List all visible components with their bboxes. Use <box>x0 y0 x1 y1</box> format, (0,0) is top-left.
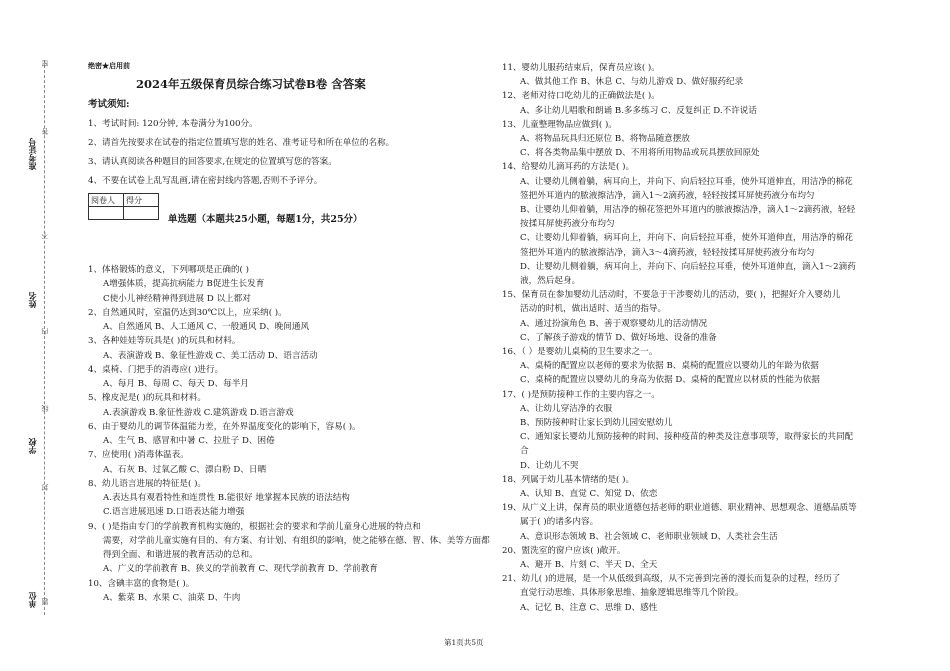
question-text: 10、含碘丰富的食物是( )。 <box>88 578 195 589</box>
question-line: C、让婴幼儿仰着躺，病耳向上，并向下、向后轻拉耳垂，使外耳道伸直，用洁净的棉花 <box>520 233 854 244</box>
seal-line <box>44 60 45 615</box>
seal-mark: 线 <box>41 405 49 412</box>
question-line: 合 <box>520 446 529 457</box>
unit-label: 单位 <box>27 592 37 608</box>
question-line: C、了解孩子游戏的情节 D、做好场地、设备的准备 <box>520 332 717 343</box>
seal-mark: 答 <box>41 128 49 135</box>
seal-mark: 不 <box>41 232 49 239</box>
question-line: A增强体质，提高抗病能力 B促进生长发育 <box>103 279 265 290</box>
question-text: 1、体格锻炼的意义，下列哪项是正确的( ) <box>88 265 249 275</box>
question-line: C、通知家长婴幼儿预防接种的时间、接种疫苗的种类及注意事项等，取得家长的共同配 <box>520 432 854 443</box>
question-line: A、石灰 B、过氧乙酸 C、漂白粉 D、日晒 <box>103 464 267 475</box>
question-text: 16、（ ）是婴幼儿桌椅的卫生要求之一。 <box>502 347 658 357</box>
question-line: A、记忆 B、注意 C、思维 D、感性 <box>520 602 658 613</box>
question-text: 7、应使用( )消毒体温表。 <box>88 450 189 461</box>
question-line: 签把外耳道内的脓液擦洁净，滴入1～2滴药液，轻轻按揉耳屏使药液分布均匀 <box>520 190 815 201</box>
question-text: 3、各种娃娃等玩具是( )的玩具和材料。 <box>88 336 241 347</box>
question-line: 直觉行动思维、具体形象思维、抽象逻辑思维等几个阶段。 <box>520 588 744 599</box>
question-line: 签把外耳道内的脓液擦洁净，滴入3～4滴药液，轻轻按揉耳屏使药液分布均匀 <box>520 247 815 258</box>
question-text: 13、儿童整理物品应做到( )。 <box>502 119 617 130</box>
question-line: 按揉耳屏使药液分布均匀 <box>520 219 615 230</box>
question-line: A、将物品玩具归还原位 B、将物品随意摆放 <box>520 134 690 144</box>
question-text: 9、( )是指由专门的学前教育机构实施的，根据社会的要求和学前儿童身心进展的特点和 <box>88 521 421 532</box>
question-line: A、让幼儿穿洁净的衣服 <box>520 403 613 414</box>
question-line: A、表演游戏 B、象征性游戏 C、美工活动 D、语言活动 <box>103 350 318 361</box>
question-text: 14、给婴幼儿滴耳药的方法是( )。 <box>502 162 635 173</box>
question-line: A、避开 B、片刻 C、半天 D、全天 <box>520 560 658 570</box>
exam-no-label: 准考证号 <box>27 138 37 170</box>
question-line: 需要，对学前儿童实施有目的、有方案、有计划、有组织的影响，使之能够在德、智、体、美等方面都 <box>103 535 490 546</box>
page-title: 2024年五级保育员综合练习试卷B卷 含答案 <box>136 77 366 91</box>
question-line: A、桌椅的配置应以老师的要求为依据 B、桌椅的配置应以婴幼儿的年龄为依据 <box>520 361 819 372</box>
note-item: 1、考试时间: 120分钟, 本卷满分为100分。 <box>88 119 258 129</box>
note-item: 3、请认真阅读各种题目的回答要求,在规定的位置填写您的答案。 <box>88 157 337 167</box>
question-text: 8、幼儿语言进展的特征是( )。 <box>88 478 207 489</box>
notes-heading: 考试须知: <box>88 99 130 110</box>
question-line: A、通过扮演角色 B、善于观察婴幼儿的活动情况 <box>520 318 708 329</box>
question-line: A.表演游戏 B.象征性游戏 C.建筑游戏 D.语言游戏 <box>103 407 294 418</box>
question-line: A、广义的学前教育 B、狭义的学前教育 C、现代学前教育 D、学前教育 <box>103 564 378 575</box>
name-label: 姓名 <box>27 292 37 308</box>
question-line: A、让婴幼儿侧着躺，病耳向上，并向下、向后轻拉耳垂，使外耳道伸直，用洁净的棉花 <box>520 176 853 187</box>
question-line: B、预防接种时让家长到幼儿园安慰幼儿 <box>520 418 673 428</box>
question-line: 液，然后起身。 <box>520 276 581 286</box>
question-text: 17、( )是预防接种工作的主要内容之一。 <box>502 389 660 400</box>
question-text: 19、从广义上讲，保育员的职业道德包括老师的职业道德、职业精神、思想观念、道德品质等 <box>502 503 857 514</box>
question-text: 2、自然通风时，室温仍达到30℃以上，应采纳( )。 <box>88 307 287 318</box>
reviewer-cell: 阅卷人 <box>89 194 124 207</box>
question-line: A、意识形态领域 B、社会领域 C、老师职业领域 D、人类社会生活 <box>520 531 778 542</box>
note-item: 2、请首先按要求在试卷的指定位置填写您的姓名、准考证号和所在单位的名称。 <box>88 138 395 148</box>
seal-mark: 封 <box>41 484 49 491</box>
question-line: C.语言进展迅速 D.口语表达能力增强 <box>103 507 245 518</box>
question-line: C、将各类物品集中摆放 D、不用将所用物品或玩具摆放回原处 <box>520 148 760 159</box>
question-text: 6、由于婴幼儿的调节体温能力差，在外界温度变化的影响下，容易( )。 <box>88 421 361 432</box>
question-line: A、每月 B、每周 C、每天 D、每半月 <box>103 379 249 389</box>
question-text: 11、婴幼儿服药结束后，保育员应该( )。 <box>502 63 660 73</box>
question-line: A.表达具有观看特性和连贯性 B.能很好 地掌握本民族的语法结构 <box>103 493 350 503</box>
note-item: 4、不要在试卷上乱写乱画,请在密封线内答题,否则不予评分。 <box>88 176 323 186</box>
question-line: C、桌椅的配置应以婴幼儿的身高为依据 D、桌椅的配置应以材质的性能为依据 <box>520 375 820 386</box>
reviewer-input-cell[interactable] <box>89 207 124 220</box>
question-text: 18、列属于幼儿基本情绪的是( )。 <box>502 474 635 485</box>
question-line: C使小儿神经精神得到进展 D 以上都对 <box>103 293 251 304</box>
school-label: 学校 <box>27 438 37 454</box>
question-line: A、自然通风 B、人工通风 C、一般通风 D、晚间通风 <box>103 322 310 332</box>
question-text: 20、盥洗室的窗户应该( )敞开。 <box>502 545 626 556</box>
question-line: B、让婴幼儿仰着躺，用洁净的棉花签把外耳道内的脓液擦洁净，滴入1～2滴药液，轻轻 <box>520 205 856 215</box>
question-line: A、多让幼儿唱歌和朗诵 B.多多练习 C、反复纠正 D.不许说话 <box>520 105 757 116</box>
seal-mark: 题 <box>41 598 49 605</box>
question-line: 得到全面、和谐进展的教育活动的总和。 <box>103 550 258 560</box>
question-line: D、让幼儿不哭 <box>520 460 579 471</box>
question-text: 12、老师对待口吃幼儿的正确做法是( )。 <box>502 91 660 102</box>
question-line: D、让婴幼儿侧着躺，病耳向上，并向下、向后轻拉耳垂，使外耳道伸直，滴入1～2滴药 <box>520 261 856 272</box>
question-line: A、做其他工作 B、休息 C、与幼儿游戏 D、做好服药纪录 <box>520 77 744 88</box>
secret-mark: 绝密★启用前 <box>88 61 130 70</box>
question-text: 15、保育员在参加婴幼儿活动时，不要急于干涉婴幼儿的活动，要( )，把握好介入婴幼儿 <box>502 290 841 301</box>
question-text: 5、橡皮泥是( )的玩具和材料。 <box>88 393 207 404</box>
question-line: A、认知 B、直觉 C、知觉 D、依恋 <box>520 489 658 499</box>
question-text: 21、幼儿( )的进展，是一个从低级到高级，从不完善到完善的漫长而复杂的过程，经历了 <box>502 574 841 585</box>
question-line: A、紫菜 B、水果 C、油菜 D、牛肉 <box>103 592 241 603</box>
seal-mark: 内 <box>41 328 49 335</box>
page-number: 第1页共5页 <box>444 638 484 647</box>
section-title: 单选题（本题共25小题，每题1分，共25分） <box>168 214 363 225</box>
score-cell: 得分 <box>124 194 159 207</box>
score-input-cell[interactable] <box>124 207 159 220</box>
question-line: A、生气 B、感冒和中暑 C、拉肚子 D、困倦 <box>103 436 275 446</box>
seal-mark: 密 <box>41 60 49 67</box>
question-text: 4、桌椅、门把手的消毒应( )进行。 <box>88 364 224 375</box>
score-box <box>88 193 159 220</box>
question-line: 属于( )的诸多内容。 <box>520 517 599 528</box>
question-line: 活动的时机，做出适时、适当的指导。 <box>520 304 667 315</box>
